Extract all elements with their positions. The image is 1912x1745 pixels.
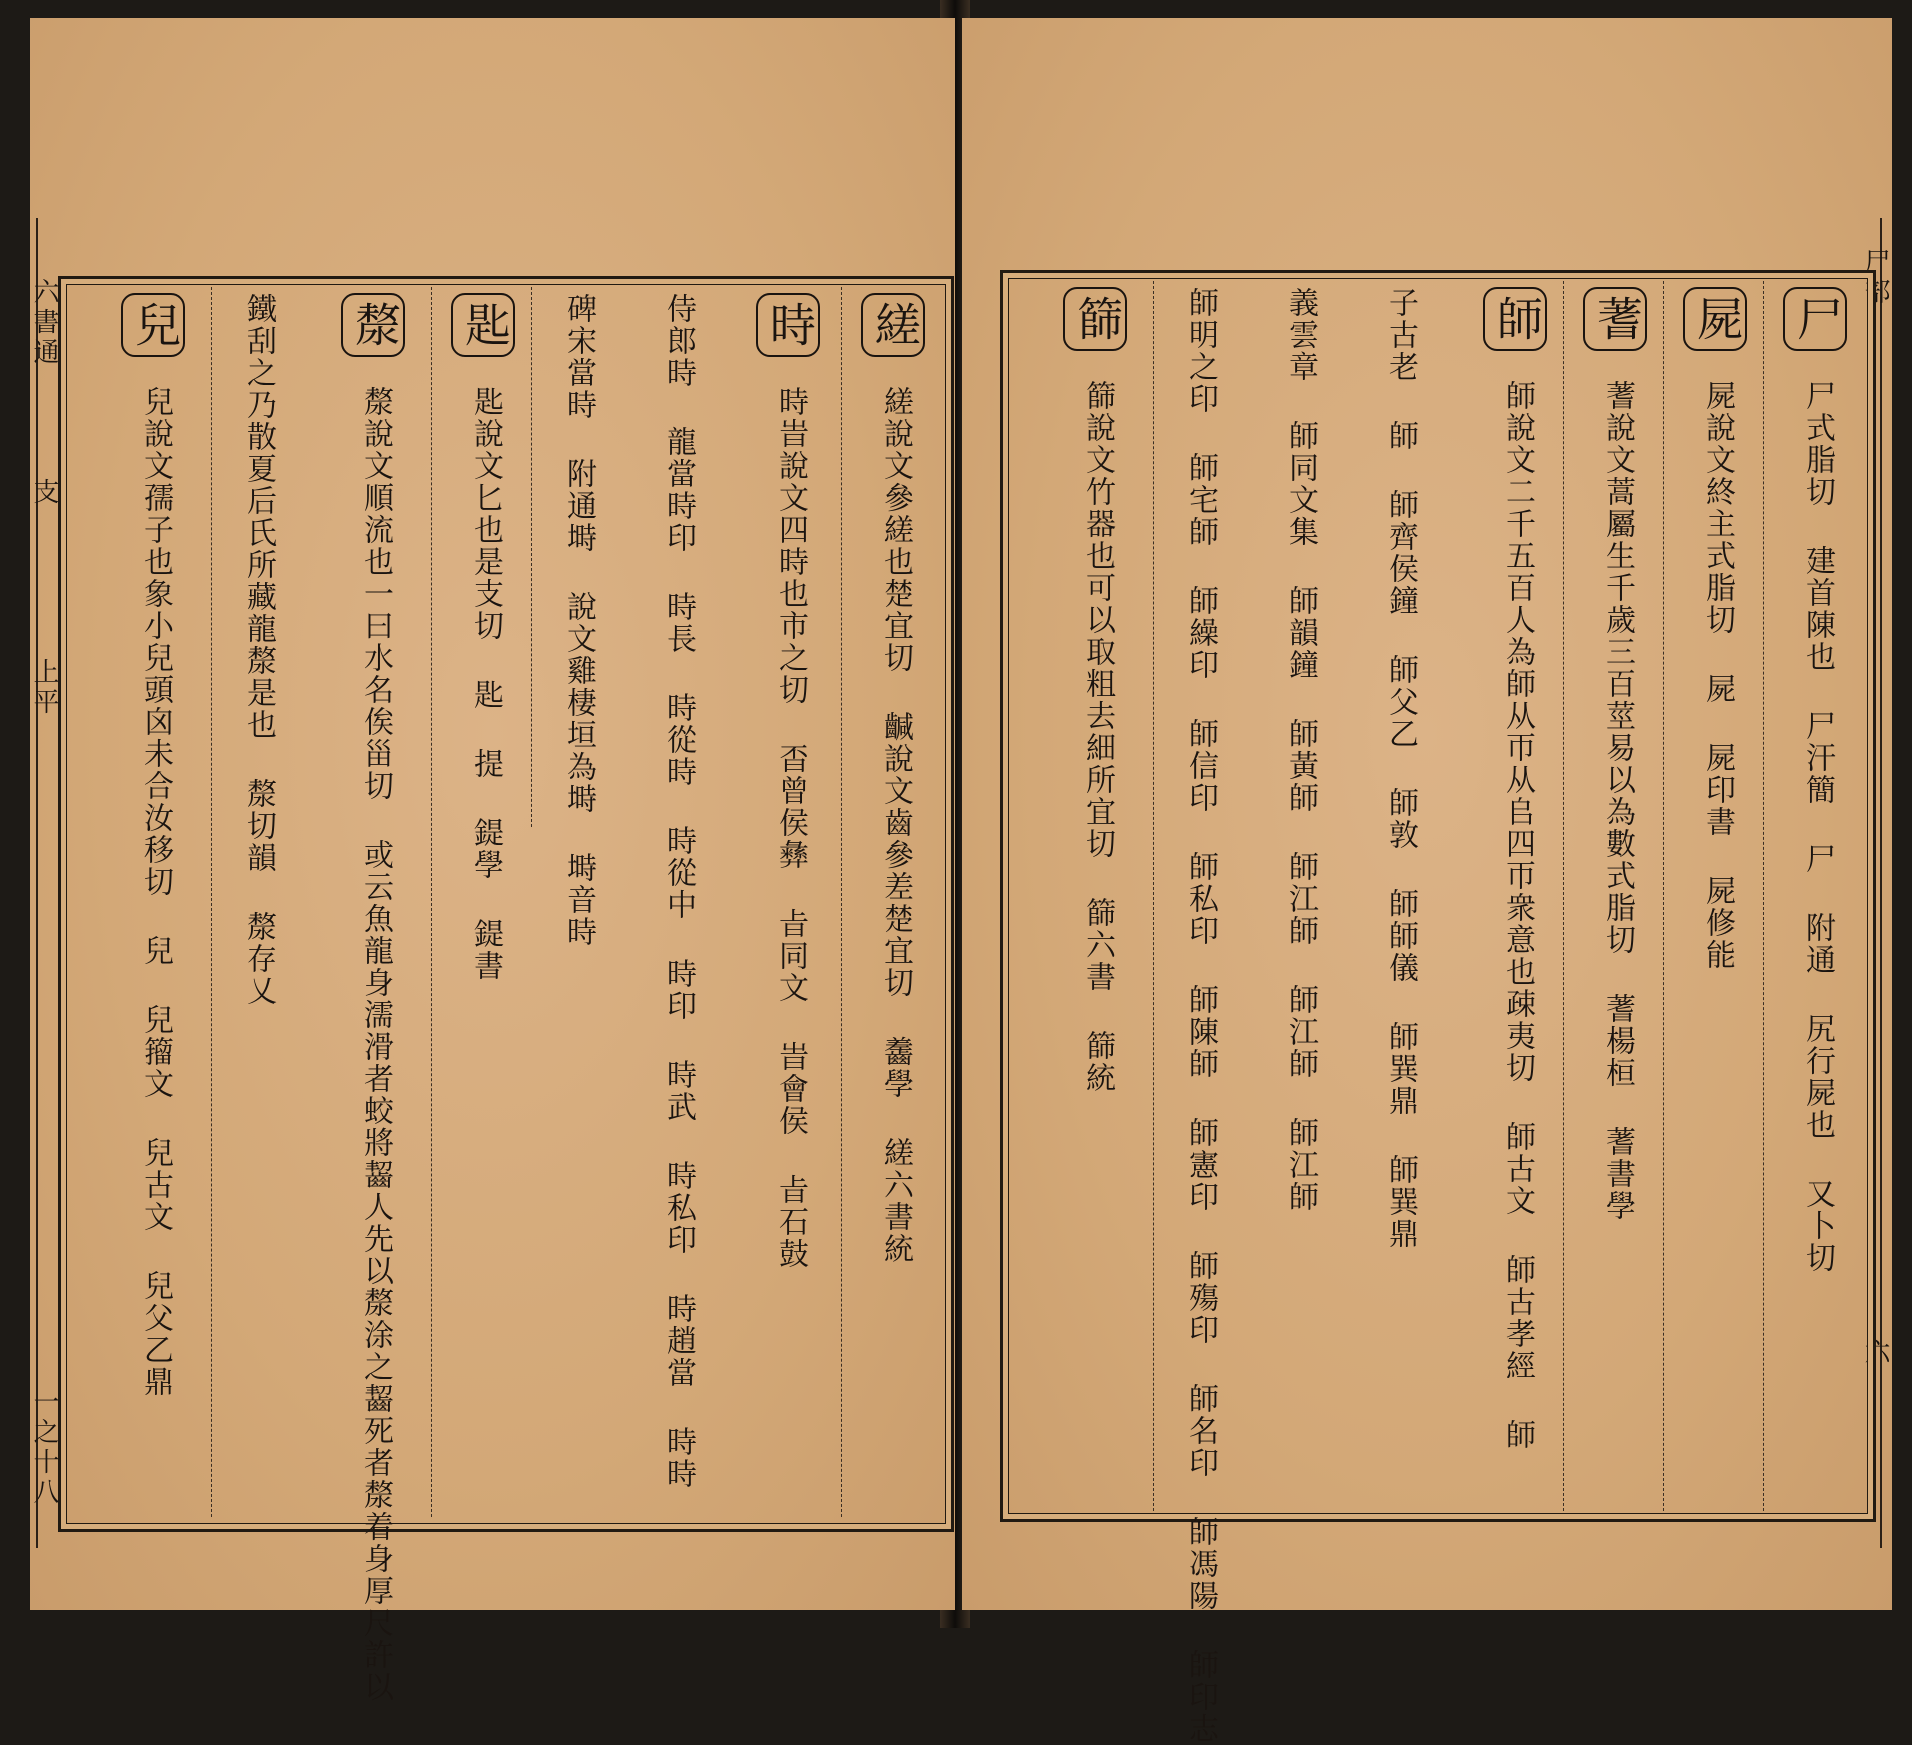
entry-text: 鐵刮之乃散夏后氏所藏龍漦是也 漦切韻 漦存乂 — [241, 293, 276, 1007]
column-separator — [1663, 281, 1664, 1511]
entry-column — [451, 293, 515, 982]
entry-column — [561, 293, 595, 948]
entry-text: 匙說文匕也是支切 匙 提 鍉學 鍉書 — [468, 386, 503, 982]
entry-column — [1683, 287, 1747, 971]
head-character: 時 — [756, 293, 820, 357]
head-character: 蓍 — [1583, 287, 1647, 351]
entry-column — [1183, 287, 1217, 1745]
left-margin-folio: 一之十八 — [29, 1388, 59, 1508]
right-page — [962, 18, 1892, 1745]
left-margin-rule — [36, 218, 38, 1548]
entry-column — [861, 293, 925, 1265]
column-separator — [211, 287, 212, 1517]
entry-column — [1783, 287, 1847, 1274]
entry-text: 兒說文孺子也象小兒頭囟未合汝移切 兒 兒籀文 兒古文 兒父乙鼎 — [138, 386, 173, 1398]
entry-text: 碑宋當時 附通塒 說文雞棲垣為塒 塒音時 — [561, 293, 596, 948]
column-separator — [1153, 281, 1154, 1511]
entry-column — [1483, 287, 1547, 1451]
entry-column — [1063, 287, 1127, 1094]
entry-column — [241, 293, 275, 1007]
column-separator — [1563, 281, 1564, 1511]
column-separator — [1763, 281, 1764, 1511]
head-character: 兒 — [121, 293, 185, 357]
entry-text: 篩說文竹器也可以取粗去細所宜切 篩六書 篩統 — [1080, 380, 1115, 1094]
entry-column — [756, 293, 820, 1270]
entry-text: 屍說文終主式脂切 屍 屍印書 屍修能 — [1700, 380, 1735, 971]
entry-column — [661, 293, 695, 1490]
entry-text: 侍郎時 龍當時印 時長 時從時 時從中 時印 時武 時私印 時趙當 時時 — [661, 293, 696, 1490]
entry-text: 蓍說文蒿屬生千歲三百莖易以為數式脂切 蓍楊桓 蓍書學 — [1600, 380, 1635, 1222]
right-margin-title: 尸部 — [1860, 248, 1890, 308]
column-separator — [531, 287, 532, 827]
head-character: 尸 — [1783, 287, 1847, 351]
column-separator — [431, 287, 432, 1517]
entry-column — [1583, 287, 1647, 1222]
left-margin-section: 支 — [29, 478, 59, 508]
head-character: 漦 — [341, 293, 405, 357]
head-character: 縒 — [861, 293, 925, 357]
entry-text: 子古老 師 師齊侯鐘 師父乙 師敦 師師儀 師巽鼎 師巽鼎 — [1383, 287, 1418, 1250]
left-page — [29, 18, 955, 1703]
left-text-frame — [58, 276, 954, 1703]
entry-text: 尸式脂切 建首陳也 尸汗簡 尸 附通 尻行屍也 又卜切 — [1800, 380, 1835, 1274]
entry-column — [1383, 287, 1417, 1250]
head-character: 師 — [1483, 287, 1547, 351]
right-text-frame — [1000, 270, 1876, 1745]
entry-column — [121, 293, 185, 1398]
entry-text: 縒說文參縒也楚宜切 䶢說文齒參差楚宜切 齹學 縒六書統 — [878, 386, 913, 1265]
right-margin-tone: 六 — [1860, 1338, 1890, 1368]
entry-column — [1283, 287, 1317, 1213]
entry-text: 師明之印 師宅師 師繰印 師信印 師私印 師陳師 師憲印 師殤印 師名印 師馮陽 師印志 — [1183, 287, 1218, 1745]
head-character: 篩 — [1063, 287, 1127, 351]
entry-text: 時旹說文四時也市之切 㫘曾侯彝 㫖同文 旹會侯 㫖石鼓 — [773, 386, 808, 1270]
head-character: 屍 — [1683, 287, 1747, 351]
entry-text: 師說文二千五百人為師从帀从𠂤四帀衆意也疎夷切 師古文 師古孝經 師 — [1500, 380, 1535, 1451]
entry-text: 漦說文順流也一曰水名俟甾切 或云魚龍身濡滑者蛟將齧人先以漦涂之齧死者漦着身厚尺許以 — [358, 386, 393, 1703]
entry-column — [341, 293, 405, 1703]
left-margin-tone: 上平 — [29, 658, 59, 718]
left-margin-title: 六書通 — [29, 278, 59, 368]
entry-text: 義雲章 師同文集 師韻鐘 師黃師 師江師 師江師 師江師 — [1283, 287, 1318, 1213]
head-character: 匙 — [451, 293, 515, 357]
column-separator — [841, 287, 842, 1517]
